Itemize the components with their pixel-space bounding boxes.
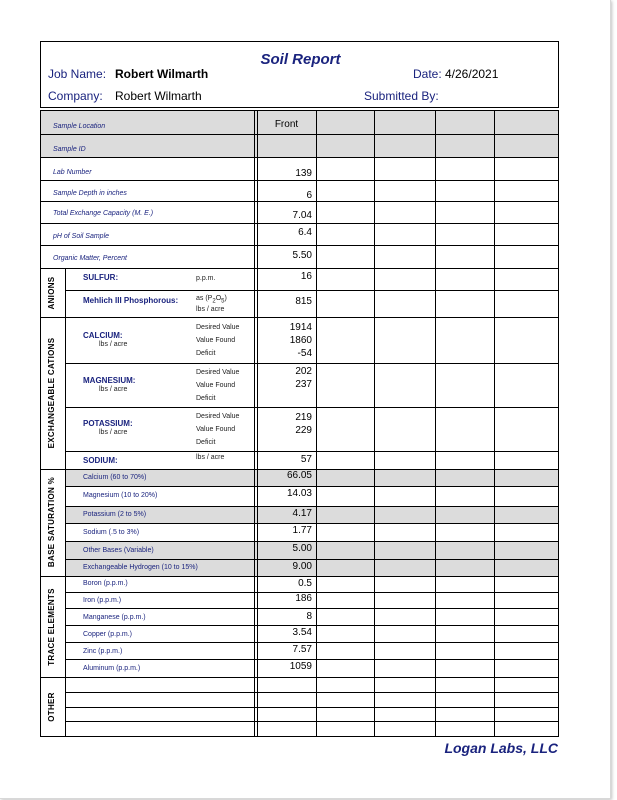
phos-unit-sub1: 2	[212, 298, 216, 305]
calcium-label: CALCIUM:	[83, 331, 123, 340]
lab-number-value: 139	[295, 168, 312, 179]
zinc-value: 7.57	[292, 644, 312, 655]
bs-magnesium-value: 14.03	[286, 488, 312, 499]
calcium-desired-label: Desired Value	[196, 324, 240, 331]
company-value: Robert Wilmarth	[115, 89, 202, 103]
bs-potassium-label: Potassium (2 to 5%)	[83, 511, 147, 518]
sulfur-unit: p.p.m.	[196, 275, 216, 282]
iron-label: Iron (p.p.m.)	[83, 597, 122, 604]
row-divider	[65, 363, 558, 364]
bs-calcium-label: Calcium (60 to 70%)	[83, 474, 147, 481]
boron-label: Boron (p.p.m.)	[83, 580, 128, 587]
phosphorous-label: Mehlich III Phosphorous:	[83, 296, 179, 305]
sulfur-value: 16	[300, 271, 312, 282]
aluminum-label: Aluminum (p.p.m.)	[83, 665, 141, 672]
sulfur-label: SULFUR:	[83, 273, 119, 282]
row-divider	[65, 659, 558, 660]
row-divider	[65, 707, 558, 708]
tec-value: 7.04	[292, 210, 312, 221]
calcium-desired-value: 1914	[289, 322, 312, 333]
row-divider	[65, 541, 558, 542]
potassium-desired-value: 219	[295, 412, 312, 423]
phos-unit-prefix: as (P	[196, 295, 213, 302]
row-divider	[65, 451, 558, 452]
iron-value: 186	[295, 593, 312, 604]
row-divider	[41, 576, 558, 577]
manganese-label: Manganese (p.p.m.)	[83, 614, 146, 621]
bs-magnesium-label: Magnesium (10 to 20%)	[83, 492, 158, 499]
calcium-found-value: 1860	[289, 335, 312, 346]
potassium-found-label: Value Found	[196, 426, 236, 433]
potassium-label: POTASSIUM:	[83, 419, 133, 428]
row-divider	[65, 407, 558, 408]
copper-label: Copper (p.p.m.)	[83, 631, 133, 638]
row-divider	[41, 157, 558, 158]
copper-value: 3.54	[292, 627, 312, 638]
magnesium-unit: lbs / acre	[99, 386, 128, 393]
row-divider	[65, 625, 558, 626]
base-saturation-group-label: BASE SATURATION %	[47, 476, 56, 568]
sodium-label: SODIUM:	[83, 456, 118, 465]
bs-hydrogen-label: Exchangeable Hydrogen (10 to 15%)	[83, 564, 198, 571]
anions-group-label: ANIONS	[47, 276, 56, 310]
row-divider	[41, 180, 558, 181]
phos-unit-close: )	[224, 295, 227, 302]
lab-number-label: Lab Number	[53, 169, 92, 176]
magnesium-deficit-label: Deficit	[196, 395, 216, 402]
trace-elements-group-label: TRACE ELEMENTS	[47, 588, 56, 666]
phosphorous-unit	[196, 295, 227, 304]
manganese-value: 8	[306, 611, 312, 622]
row-divider	[65, 721, 558, 722]
report-header	[40, 41, 559, 108]
sample-location-label: Sample Location	[53, 123, 106, 130]
aluminum-value: 1059	[289, 661, 312, 672]
depth-label: Sample Depth in inches	[53, 190, 127, 197]
potassium-desired-label: Desired Value	[196, 413, 240, 420]
magnesium-desired-label: Desired Value	[196, 369, 240, 376]
magnesium-found-label: Value Found	[196, 382, 236, 389]
phos-unit-o: O	[215, 295, 222, 302]
calcium-found-label: Value Found	[196, 337, 236, 344]
row-divider	[41, 223, 558, 224]
magnesium-desired-value: 202	[295, 366, 312, 377]
row-divider	[65, 692, 558, 693]
bs-potassium-value: 4.17	[292, 508, 312, 519]
column-header-front: Front	[274, 119, 299, 130]
soil-data-table	[40, 110, 559, 737]
row-divider	[41, 134, 558, 135]
row-divider	[41, 317, 558, 318]
submitted-by-label: Submitted By:	[364, 89, 439, 103]
bs-hydrogen-value: 9.00	[292, 561, 312, 572]
om-value: 5.50	[292, 250, 312, 261]
row-divider	[41, 245, 558, 246]
boron-value: 0.5	[298, 578, 312, 589]
calcium-deficit-value: -54	[297, 348, 312, 359]
potassium-deficit-label: Deficit	[196, 439, 216, 446]
magnesium-found-value: 237	[295, 379, 312, 390]
row-divider	[65, 290, 558, 291]
sodium-value: 57	[300, 454, 312, 465]
group-divider	[65, 268, 66, 736]
sodium-unit: lbs / acre	[196, 454, 225, 461]
calcium-unit: lbs / acre	[99, 341, 128, 348]
bs-other-value: 5.00	[292, 543, 312, 554]
job-name-value: Robert Wilmarth	[115, 67, 209, 81]
company-label: Company:	[48, 89, 103, 103]
row-divider	[65, 523, 558, 524]
row-divider	[41, 677, 558, 678]
row-divider	[41, 201, 558, 202]
bs-sodium-label: Sodium (.5 to 3%)	[83, 529, 140, 536]
magnesium-label: MAGNESIUM:	[83, 376, 136, 385]
row-divider	[65, 506, 558, 507]
date-label: Date:	[413, 67, 442, 81]
row-divider	[41, 268, 558, 269]
potassium-unit: lbs / acre	[99, 429, 128, 436]
other-group-label: OTHER	[47, 692, 56, 722]
sample-id-label: Sample ID	[53, 146, 86, 153]
bs-other-label: Other Bases (Variable)	[83, 547, 154, 554]
row-divider	[65, 642, 558, 643]
bs-sodium-value: 1.77	[292, 525, 312, 536]
zinc-label: Zinc (p.p.m.)	[83, 648, 123, 655]
job-name-label: Job Name:	[48, 67, 107, 81]
ph-label: pH of Soil Sample	[53, 233, 110, 240]
om-label: Organic Matter, Percent	[53, 255, 127, 262]
phosphorous-value: 815	[295, 296, 312, 307]
row-divider	[65, 608, 558, 609]
date-value: 4/26/2021	[445, 67, 499, 81]
phos-unit-sub2: 5	[221, 298, 225, 305]
depth-value: 6	[306, 190, 312, 201]
bs-calcium-value: 66.05	[286, 470, 312, 481]
report-title: Soil Report	[260, 51, 341, 68]
ph-value: 6.4	[298, 227, 312, 238]
tec-label: Total Exchange Capacity (M. E.)	[53, 210, 154, 217]
row-divider	[65, 486, 558, 487]
phosphorous-unit-lbs: lbs / acre	[196, 306, 225, 313]
calcium-deficit-label: Deficit	[196, 350, 216, 357]
cations-group-label: EXCHANGEABLE CATIONS	[47, 337, 56, 449]
row-divider	[65, 559, 558, 560]
footer-company: Logan Labs, LLC	[444, 740, 558, 756]
potassium-found-value: 229	[295, 425, 312, 436]
